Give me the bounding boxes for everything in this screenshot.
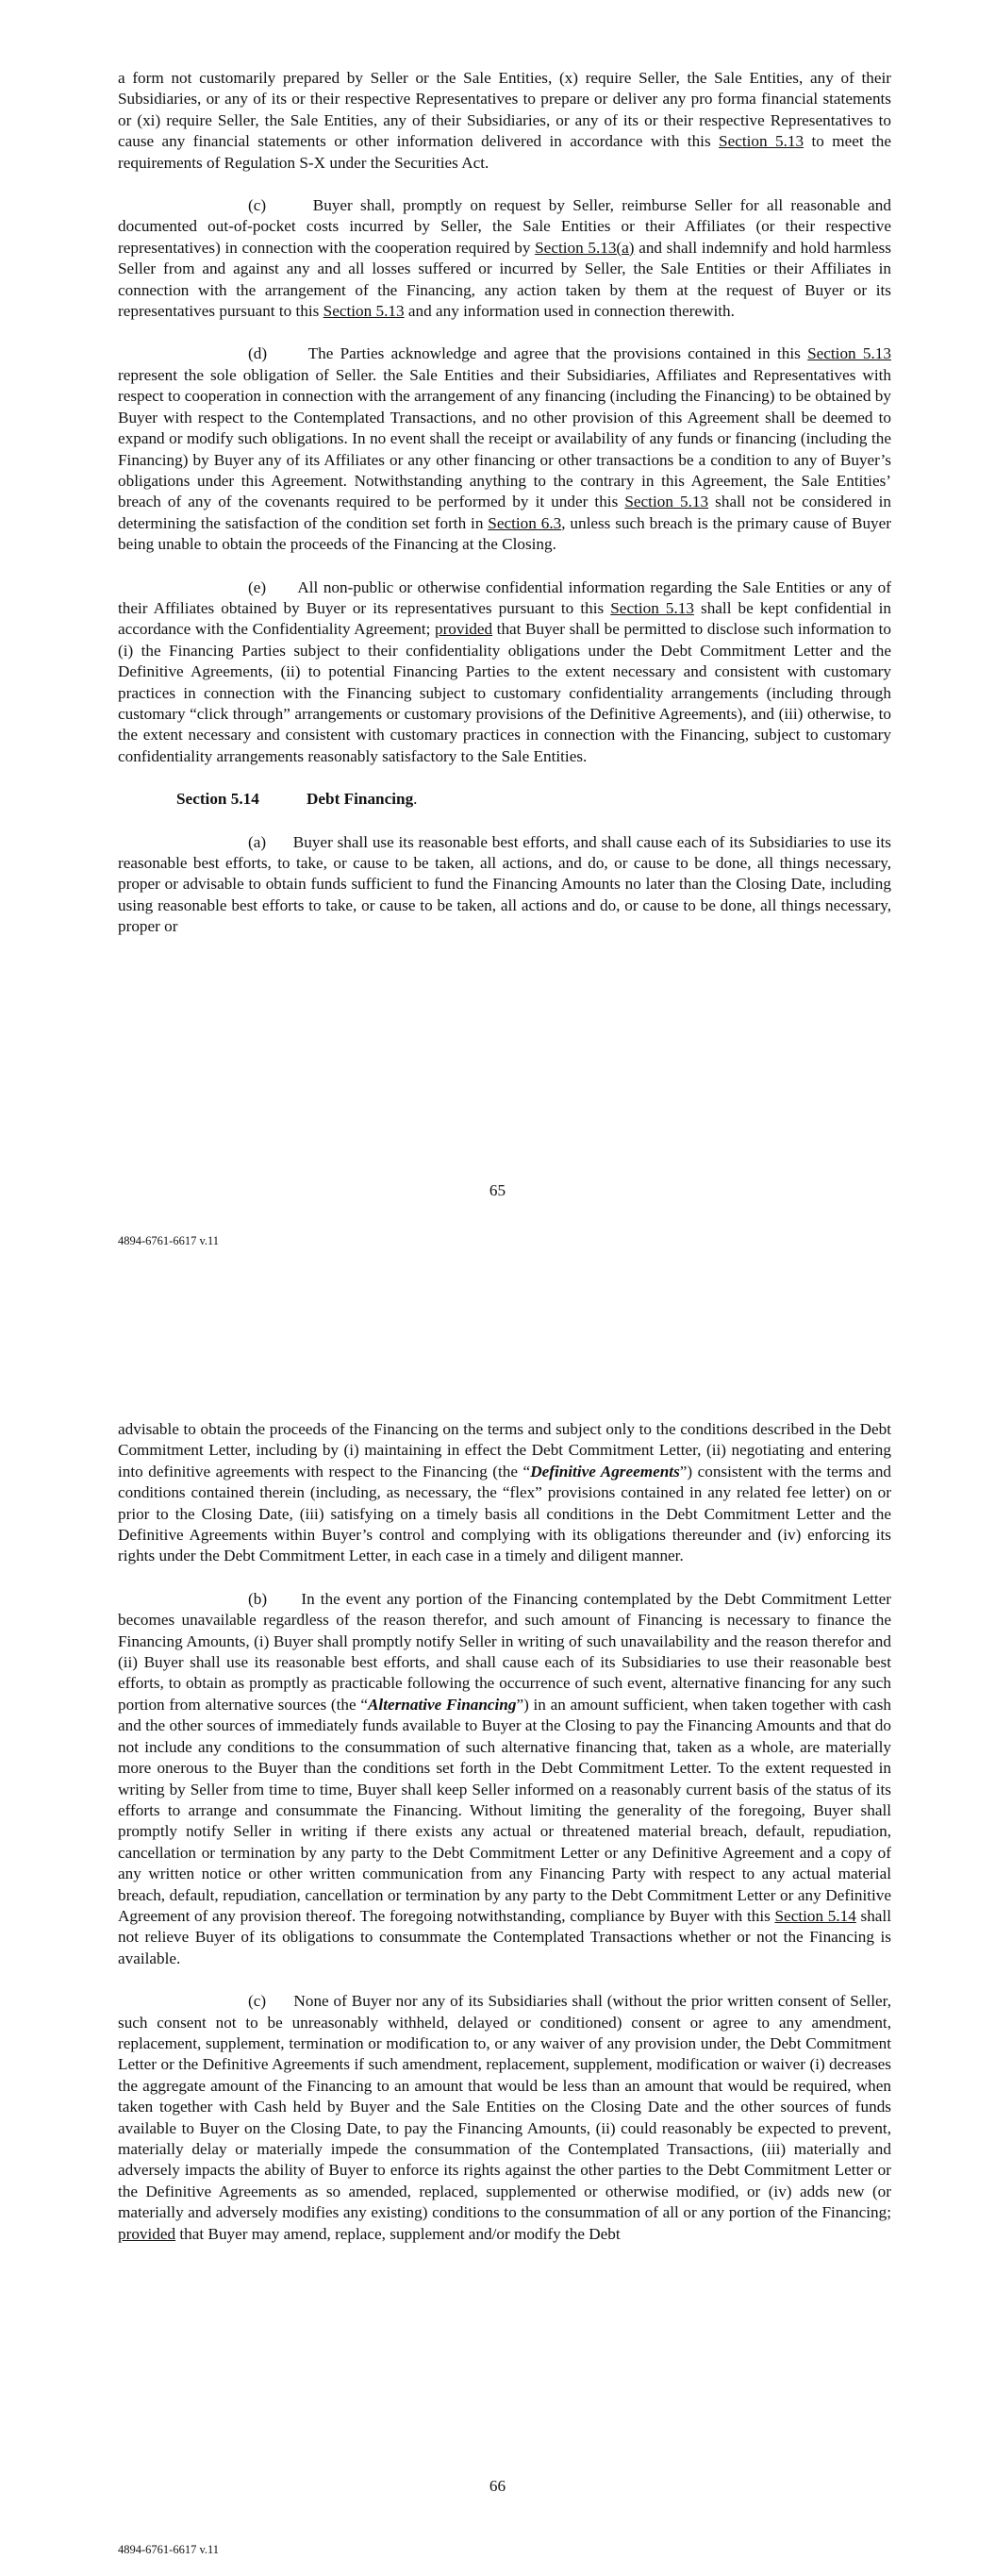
page-65 [0,0,995,1274]
text-run: represent the sole obligation of Seller. the Sale Entities and their Subsidiaries, Affiliates and Representatives with respect to cooperation in connection with the arrangement of any financing (including the Financing) to be obtained by Buyer with respect to the Contemplated Transactions, and no other provision of this Agreement shall be deemed to expand or modify such obligations. In no event shall the receipt or availability of any funds or financing (including the Financing) by Buyer any of its Affiliates or any other financing or other transactions be a condition to any of Buyer’s obligations under this Agreement. Notwithstanding anything to the contrary in this Agreement, the Sale Entities’ breach of any of the covenants required to be performed by it under this [118,365,891,511]
paragraph-continuation [118,68,891,174]
text-run: and any information used in connection therewith. [404,302,735,321]
paragraph-5-14-a-continuation [118,1419,891,1567]
paragraph-5-14-a [118,832,891,938]
text-run: and shall indemnify and hold harmless Seller from and against any and all losses suffered or incurred by Seller, the Sale Entities or their Affiliates in connection with the arrangement of the Financing, any action taken by them at the request of Buyer or its representatives pursuant to this [118,238,891,321]
cross-reference: Section 5.13 [807,344,891,363]
cross-reference: Section 5.13 [624,493,709,511]
text-run: ”) consistent with the terms and conditions contained therein (including, as necessary, the “flex” provisions contained in any related fee letter) on or prior to the Closing Date, (iii) satisfying on a timely basis all conditions in the Debt Commitment Letter and the Definitive Agreements within Buyer’s control and complying with its obligations thereunder and (iv) enforcing its rights under the Debt Commitment Letter, in each case in a timely and diligent manner. [118,1462,892,1565]
text-run: , unless such breach is the primary cause of Buyer being unable to obtain the proceeds of the Financing at the Closing. [118,513,891,554]
text-run: that Buyer may amend, replace, supplement and/or modify the Debt [175,2224,621,2243]
text-run: (c) None of Buyer nor any of its Subsidiaries shall (without the prior written consent of Seller, such consent not to be unreasonably withheld, delayed or conditioned) consent or agree to any amendment, replacement, supplement, termination or modification to, or any waiver of any provision under, the Debt Commitment Letter or the Definitive Agreements if such amendment, replacement, supplement, modification or waiver (i) decreases the aggregate amount of the Financing to an amount that would be less than an amount that would be required, when taken together with Cash held by Buyer and the Sale Entities on the Closing Date and the other sources of funds available to Buyer on the Closing Date, to pay the Financing Amounts, (ii) could reasonably be expected to prevent, materially delay or materially impede the consummation of the Contemplated Transactions, (iii) materially and adversely impacts the ability of Buyer to enforce its rights against the other parties to the Debt Commitment Letter or the Definitive Agreements as so amended, replaced, supplemented or otherwise modified, or (iv) adds new (or materially and adversely modifies any existing) conditions to the consummation of all or any portion of the Financing; [118,1992,891,2222]
page-66-body [118,1419,891,2267]
cross-reference: provided [118,2224,176,2243]
paragraph-5-14-b [118,1589,891,1969]
cross-reference: Section 6.3 [488,513,562,532]
document-id: 4894-6761-6617 v.11 [118,1234,220,1247]
text-run: (d) The Parties acknowledge and agree that the provisions contained in this [248,344,808,363]
text-run: (b) In the event any portion of the Financing contemplated by the Debt Commitment Letter becomes unavailable regardless of the reason therefor, and such amount of Financing is necessary to finance the Financing Amounts, (i) Buyer shall promptly notify Seller in writing of such unavailability and the reason therefor and (ii) Buyer shall use its reasonable best efforts, and shall cause each of its Subsidiaries to use their reasonable best efforts, to obtain as promptly as practicable following the occurrence of such event, alternative financing for any such portion from alternative sources (the “ [118,1589,891,1714]
text-run: (a) Buyer shall use its reasonable best efforts, and shall cause each of its Subsidiaries to use its reasonable best efforts, to take, or cause to be taken, all actions, and do, or cause to be done, all things necessary, proper or advisable to obtain funds sufficient to fund the Financing Amounts no later than the Closing Date, including using reasonable best efforts to take, or cause to be taken, all actions and do, or cause to be done, all things necessary, proper or [118,832,891,936]
cross-reference: Section 5.13(a) [535,238,635,257]
defined-term: Alternative Financing [367,1695,517,1714]
section-title: Debt Financing [307,790,414,809]
paragraph-5-13-d [118,343,891,555]
paragraph-5-14-c [118,1991,891,2245]
text-run: (c) Buyer shall, promptly on request by Seller, reimburse Seller for all reasonable and documented out-of-pocket costs incurred by Seller, the Sale Entities or their Affiliates (or their respective representatives) in connection with the cooperation required by [118,196,891,257]
defined-term: Definitive Agreements [530,1462,680,1480]
text-run: ”) in an amount sufficient, when taken together with cash and the other sources of immediately funds available to Buyer at the Closing to pay the Financing Amounts and that do not include any conditions to the consummation of such alternative financing that, taken as a whole, are materially more onerous to the Buyer than the conditions set forth in the Debt Commitment Letter. To the extent requested in writing by Seller from time to time, Buyer shall keep Seller informed on a reasonably current basis of the status of its efforts to arrange and consummate the Financing. Without limiting the generality of the foregoing, Buyer shall promptly notify Seller in writing if there exists any actual or threatened material breach, default, repudiation, cancellation or termination by any party to the Debt Commitment Letter or any Definitive Agreement and a copy of any written notice or other written communication from any Financing Party with respect to any actual material breach, default, repudiation, cancellation or termination by any party to the Debt Commitment Letter or any Definitive Agreement of any provision thereof. The foregoing notwithstanding, compliance by Buyer with this [118,1695,891,1925]
section-number: Section 5.14 [176,790,259,809]
page-number: 65 [489,1181,506,1199]
text-run: to meet the requirements of Regulation S-X under the Securities Act. [118,132,891,172]
text-run: advisable to obtain the proceeds of the Financing on the terms and subject only to the conditions described in the Debt Commitment Letter, including by (i) maintaining in effect the Debt Commitment Letter, (ii) negotiating and entering into definitive agreements with respect to the Financing (the “ [118,1420,891,1480]
paragraph-5-13-e [118,577,891,768]
text-run: a form not customarily prepared by Seller or the Sale Entities, (x) require Seller, the Sale Entities, any of their Subsidiaries, or any of its or their respective Representatives to prepare or deliver any pro forma financial statements or (xi) require Seller, the Sale Entities, any of their Subsidiaries, or any of its or their respective Representatives to cause any financial statements or other information delivered in accordance with this [118,69,891,151]
document-id: 4894-6761-6617 v.11 [118,2543,220,2556]
text-run: (e) All non-public or otherwise confidential information regarding the Sale Entities or any of their Affiliates obtained by Buyer or its representatives pursuant to this [118,577,891,617]
page-number: 66 [489,2477,506,2495]
cross-reference: Section 5.13 [719,132,804,151]
cross-reference: Section 5.13 [610,598,694,617]
cross-reference: provided [434,620,493,639]
cross-reference: Section 5.14 [774,1906,856,1925]
cross-reference: Section 5.13 [323,302,405,321]
text-run: shall not be considered in determining the satisfaction of the condition set forth in [118,493,892,532]
text-run: shall be kept confidential in accordance with the Confidentiality Agreement; [118,598,891,639]
text-run: that Buyer shall be permitted to disclose such information to (i) the Financing Parties subject to their confidentiality obligations under the Debt Commitment Letter and the Definitive Agreements, (ii) to potential Financing Parties to the extent necessary and consistent with customary practices in connection with the Financing subject to customary confidentiality arrangements (including through customary “click through” arrangements or customary provisions of the Definitive Agreements), and (iii) otherwise, to the extent necessary and consistent with customary practices in connection with the Financing, subject to customary confidentiality arrangements reasonably satisfactory to the Sale Entities. [118,620,891,765]
paragraph-5-13-c [118,195,891,322]
section-title-period: . [413,790,418,809]
section-heading-5-14 [176,789,891,810]
text-run: shall not relieve Buyer of its obligations to consummate the Contemplated Transactions whether or not the Financing is available. [118,1906,891,1967]
page-65-body [118,68,891,960]
page-66 [0,1378,995,2576]
